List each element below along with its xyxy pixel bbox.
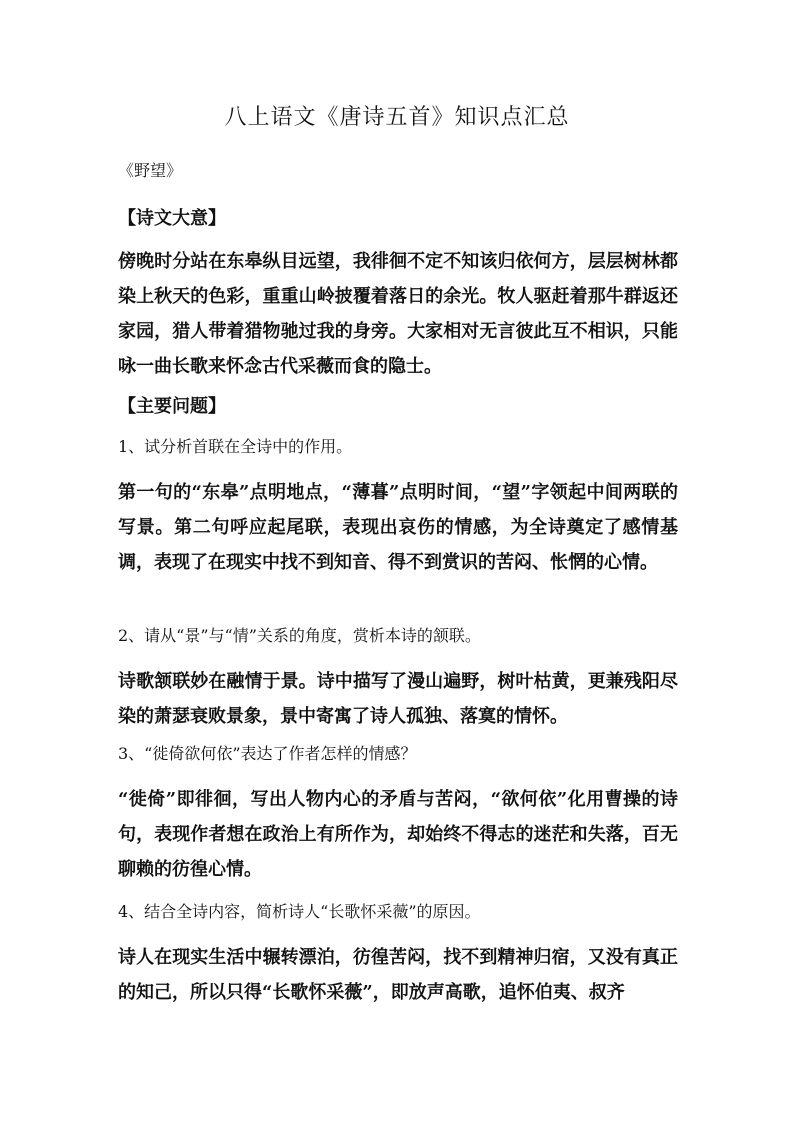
question-2: 2、请从“景”与“情”关系的角度，赏析本诗的颔联。 bbox=[118, 626, 481, 645]
answer-4: 诗人在现实生活中辗转漂泊，彷徨苦闷，找不到精神归宿，又没有真正的知己，所以只得“长歌怀采薇”，即放声高歌，追怀伯夷、叔齐 bbox=[118, 947, 678, 1003]
question-4: 4、结合全诗内容，简析诗人“长歌怀采薇”的原因。 bbox=[118, 902, 481, 921]
meaning-paragraph: 傍晚时分站在东皋纵目远望，我徘徊不定不知该归依何方，层层树林都染上秋天的色彩，重重山岭披覆着落日的余光。牧人驱赶着那牛群返还家园，猎人带着猎物驰过我的身旁。大家相对无言彼此互不相识，只能咏一曲长歌来怀念古代采薇而食的隐士。 bbox=[118, 251, 678, 377]
question-1: 1、试分析首联在全诗中的作用。 bbox=[118, 437, 353, 456]
meaning-heading: 【诗文大意】 bbox=[118, 208, 226, 229]
question-3: 3、“徙倚欲何依”表达了作者怎样的情感？ bbox=[118, 744, 417, 763]
answer-3: “徙倚”即徘徊，写出人物内心的矛盾与苦闷，“欲何依”化用曹操的诗句，表现作者想在政治上有所作为，却始终不得志的迷茫和失落，百无聊赖的彷徨心情。 bbox=[118, 789, 678, 880]
answer-2: 诗歌颔联妙在融情于景。诗中描写了漫山遍野，树叶枯黄，更兼残阳尽染的萧瑟衰败景象，景中寄寓了诗人孤独、落寞的情怀。 bbox=[118, 671, 678, 727]
document-title: 八上语文《唐诗五首》知识点汇总 bbox=[224, 105, 570, 130]
poem-title: 《野望》 bbox=[118, 161, 183, 180]
questions-heading: 【主要问题】 bbox=[118, 396, 226, 417]
answer-1: 第一句的“东皋”点明地点，“薄暮”点明时间，“望”字领起中间两联的写景。第二句呼应起尾联，表现出哀伤的情感，为全诗奠定了感情基调，表现了在现实中找不到知音、得不到赏识的苦闷、怅惘的心情。 bbox=[118, 482, 678, 573]
